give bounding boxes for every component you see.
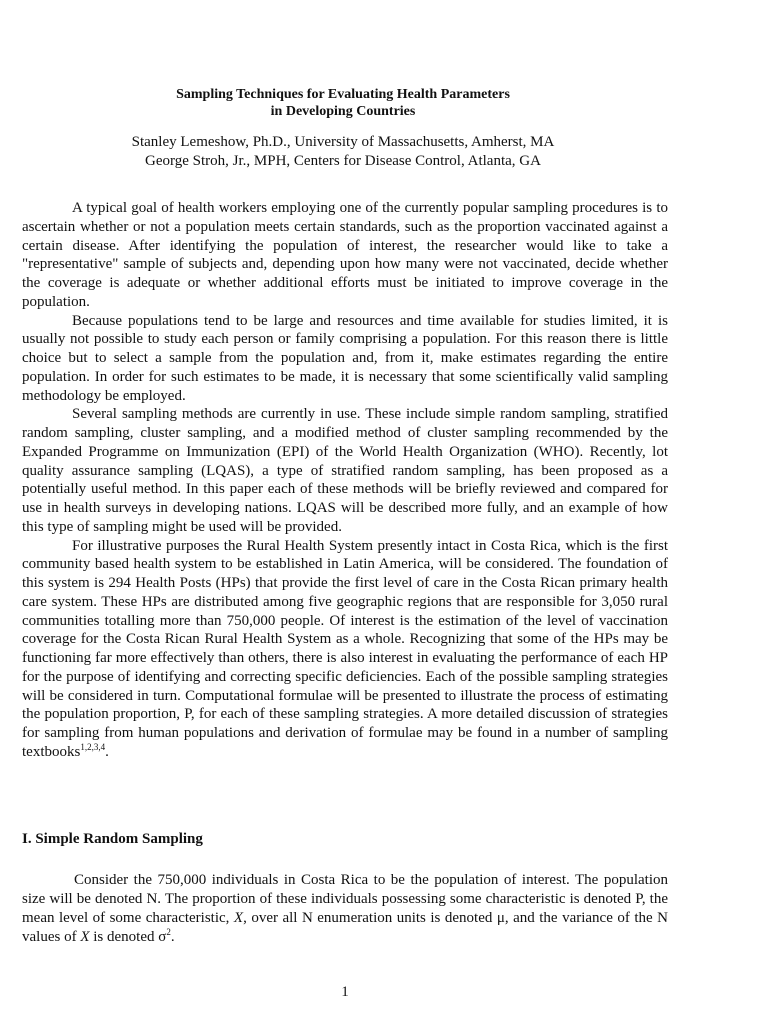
paragraph-2: Because populations tend to be large and resources and time available for studies limited, it is usually not possible to study each person or family comprising a population. For this reason there is little choice but to select a sample from the population and, from it, make estimates regarding the entire population. In order for such estimates to be made, it is necessary that some scientifically valid sampling methodology be employed. [22,312,668,404]
paper-title [0,86,686,120]
author-1: Stanley Lemeshow, Ph.D., University of Massachusetts, Amherst, MA [131,134,555,150]
paragraph-4-text: For illustrative purposes the Rural Health System presently intact in Costa Rica, which is the first community based health system to be established in Latin America, will be considered. The foundation of this system is 294 Health Posts (HPs) that provide the first level of care in the Costa Rican primary health care system. These HPs are distributed among five geographic regions that are responsible for 3,050 rural communities totalling more than 750,000 people. Of interest is the estimation of the level of vaccination coverage for the Costa Rican Rural Health System as a whole. Recognizing that some of the HPs may be functioning far more effectively than others, there is also interest in evaluating the performance of each HP for the purpose of identifying and correcting specific deficiencies. Each of the possible sampling strategies will be considered in turn. Computational formulae will be presented to illustrate the process of estimating the population proportion, P, for each of these sampling strategies. A more detailed discussion of strategies for sampling from human populations and derivation of formulae may be found in a number of sampling textbooks [22,537,668,760]
paragraph-4-period: . [105,743,109,760]
paragraph-4 [22,537,668,762]
author-block [0,133,686,171]
section-paragraph-part-1: Consider the 750,000 individuals in Costa Rica to be the population of interest. The population size will be denoted N. The proportion of these individuals possessing some characteristic is denoted P, the mean level of some characteristic, [22,872,668,926]
paragraph-1: A typical goal of health workers employing one of the currently popular sampling procedures is to ascertain whether or not a population meets certain standards, such as the proportion vaccinated against a certain disease. After identifying the population of interest, the researcher would like to take a "representative" sample of subjects and, depending upon how many were not vaccinated, decide whether the coverage is adequate or whether additional efforts must be initiated to improve coverage in the population. [22,200,668,310]
paragraph-3: Several sampling methods are currently in use. These include simple random sampling, stratified random sampling, cluster sampling, and a modified method of cluster sampling recommended by the Expanded Programme on Immunization (EPI) of the World Health Organization (WHO). Recently, lot quality assurance sampling (LQAS), a type of stratified random sampling, has been proposed as a potentially useful method. In this paper each of these methods will be briefly reviewed and compared for use in health surveys in developing nations. LQAS will be described more fully, and an example of how this type of sampling might be used will be provided. [22,406,668,535]
section-paragraph-part-3: is denoted σ [89,929,167,945]
variable-x-1: X [233,910,244,926]
section-paragraph [22,871,668,947]
title-line-1: Sampling Techniques for Evaluating Health Parameters [176,87,510,102]
introduction-text [22,199,668,762]
section-heading: I. Simple Random Sampling [22,831,203,847]
section-paragraph-part-2: , over all N enumeration units is denoted μ, and the variance of the N values of [22,910,668,945]
author-2: George Stroh, Jr., MPH, Centers for Disease Control, Atlanta, GA [145,153,541,169]
variance-exponent: 2 [166,927,171,937]
title-line-2: in Developing Countries [270,104,416,119]
page-number: 1 [341,984,349,1000]
section-paragraph-period: . [170,929,175,945]
variable-x-2: X [80,929,90,945]
section-text [22,871,668,947]
citation-superscript: 1,2,3,4 [80,741,106,752]
